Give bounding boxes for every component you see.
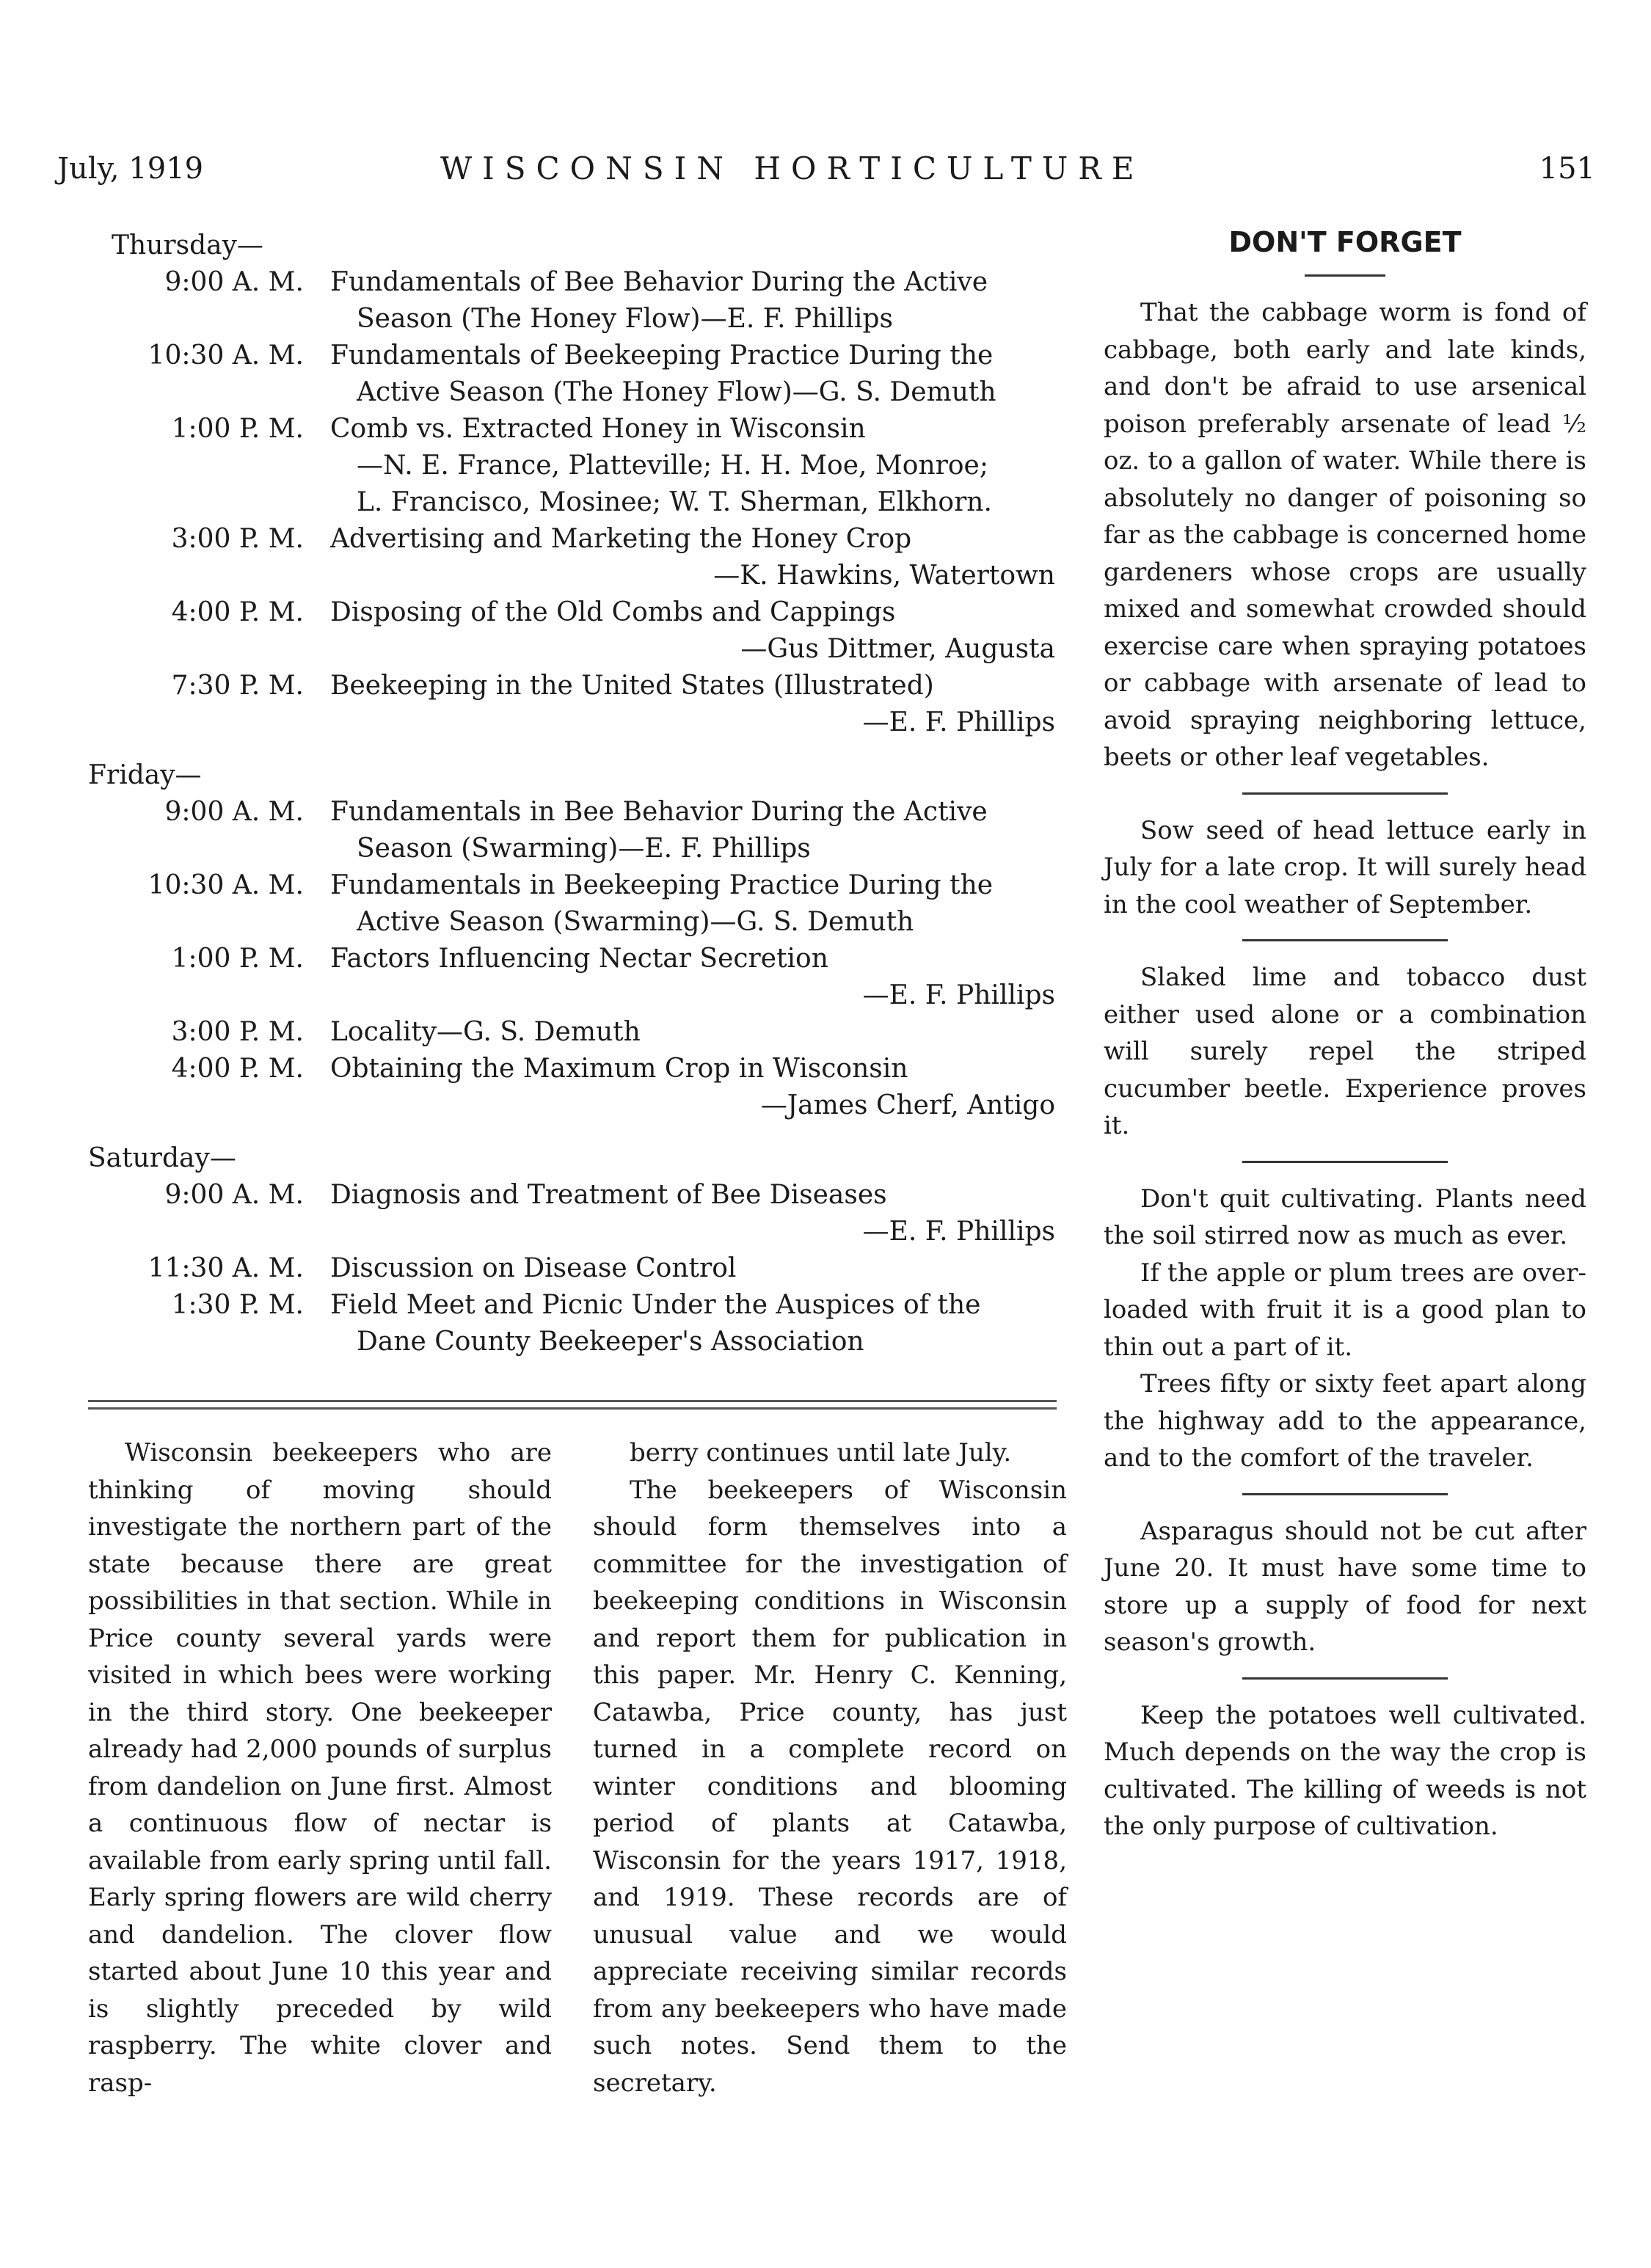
article-paragraph: The beekeepers of Wisconsin should form themselves into a committee for the investigation of beekeeping conditions in Wisconsin and report them for publication in this paper. Mr. Henry C. Kenning, Catawba, Price county, has just turned in a complete record on winter conditions and blooming period of plants at Catawba, Wisconsin for the years 1917, 1918, and 1919. These records are of unusual value and we would appreciate receiving similar records from any beekeepers who have made such notes. Send them to the secretary. (593, 1475, 1067, 2098)
dont-forget-sidebar (1104, 220, 1586, 1845)
session-title: Fundamentals in Bee Behavior During the Active (330, 797, 988, 827)
schedule-entry (73, 1051, 1071, 1124)
sidebar-title: DON'T FORGET (1228, 226, 1462, 258)
session-title: Locality—G. S. Demuth (330, 1017, 641, 1047)
schedule-entry (73, 411, 1071, 521)
sidebar-note: Slaked lime and tobacco dust either used alone or a combination will surely repel the striped cucumber beetle. Experience proves it. (1104, 963, 1586, 1140)
divider-rule (1305, 274, 1385, 277)
session-title: Disposing of the Old Combs and Cappings (330, 597, 896, 627)
schedule-entry (73, 1287, 1071, 1360)
divider-rule (1242, 792, 1448, 795)
sidebar-note: Keep the potatoes well cultivated. Much depends on the way the crop is cultivated. The killing of weeds is not the only purpose of cultivation. (1104, 1700, 1586, 1841)
article-column-right (593, 1434, 1067, 2101)
issue-date: July, 1919 (57, 152, 204, 186)
session-description (330, 941, 1071, 1014)
divider-rule (88, 1407, 1057, 1410)
schedule-entry (73, 521, 1071, 594)
session-time: 4:00 P. M. (171, 1054, 304, 1084)
session-time: 4:00 P. M. (171, 597, 304, 627)
day-heading: Thursday— (112, 230, 263, 260)
session-time: 10:30 A. M. (147, 870, 304, 900)
session-speaker: Active Season (Swarming)—G. S. Demuth (357, 907, 914, 937)
session-title: Field Meet and Picnic Under the Auspices of the (330, 1290, 981, 1320)
session-description (330, 1051, 1071, 1124)
session-speaker: —E. F. Phillips (862, 980, 1055, 1010)
session-description (330, 1250, 1071, 1287)
session-description (330, 264, 1071, 338)
session-title: Diagnosis and Treatment of Bee Diseases (330, 1180, 887, 1210)
session-time: 9:00 A. M. (164, 267, 304, 297)
page-number: 151 (1539, 152, 1595, 186)
session-title: Beekeeping in the United States (Illustrated) (330, 671, 934, 701)
schedule-entry (73, 867, 1071, 941)
session-description (330, 1014, 1071, 1051)
schedule-entry (73, 1250, 1071, 1287)
session-description (330, 521, 1071, 594)
schedule-entry (73, 594, 1071, 668)
session-description (330, 411, 1071, 521)
session-speaker: Season (Swarming)—E. F. Phillips (357, 834, 811, 864)
session-time: 1:00 P. M. (171, 414, 304, 444)
session-speaker: Season (The Honey Flow)—E. F. Phillips (357, 304, 893, 334)
session-description (330, 867, 1071, 941)
session-description (330, 594, 1071, 668)
session-description (330, 338, 1071, 411)
session-speaker: —N. E. France, Platteville; H. H. Moe, Monroe; (357, 451, 988, 481)
sidebar-note: Don't quit cultivating. Plants need the soil stirred now as much as ever. (1104, 1184, 1586, 1250)
divider-rule (88, 1400, 1057, 1402)
session-speaker: —E. F. Phillips (862, 1217, 1055, 1247)
session-time: 3:00 P. M. (171, 524, 304, 554)
sidebar-note: That the cabbage worm is fond of cabbage, both early and late kinds, and don't be afraid to use arsenical poison preferably arsenate of lead ½ oz. to a gallon of water. While there is absolutely no danger of poisoning so far as the cabbage is concerned home gardeners whose crops are usually mixed and somewhat crowded should exercise care when spraying potatoes or cabbage with arsenate of lead to avoid spraying neighboring lettuce, beets or other leaf vegetables. (1104, 298, 1586, 772)
schedule-entry (73, 668, 1071, 741)
session-title: Obtaining the Maximum Crop in Wisconsin (330, 1054, 908, 1084)
session-description (330, 1287, 1071, 1360)
session-speaker: —Gus Dittmer, Augusta (740, 634, 1055, 664)
day-heading: Saturday— (88, 1143, 236, 1173)
divider-rule (1242, 1493, 1448, 1495)
schedule-entry (73, 264, 1071, 338)
sidebar-note: If the apple or plum trees are over-loaded with fruit it is a good plan to thin out a part of it. (1104, 1258, 1586, 1362)
session-time: 1:30 P. M. (171, 1290, 304, 1320)
session-time: 1:00 P. M. (171, 944, 304, 974)
session-time: 3:00 P. M. (171, 1017, 304, 1047)
session-speaker: Dane County Beekeeper's Association (357, 1327, 864, 1357)
journal-title: WISCONSIN HORTICULTURE (440, 150, 1145, 186)
divider-rule (1242, 939, 1448, 941)
sidebar-note: Trees fifty or sixty feet apart along the highway add to the appearance, and to the comfort of the traveler. (1104, 1369, 1586, 1473)
session-title: Factors Influencing Nectar Secretion (330, 944, 828, 974)
sidebar-note: Asparagus should not be cut after June 20. It must have some time to store up a supply of food for next season's growth. (1104, 1516, 1586, 1657)
divider-rule (1242, 1161, 1448, 1163)
divider-rule (1242, 1677, 1448, 1680)
session-description (330, 794, 1071, 867)
session-title: Fundamentals in Beekeeping Practice During the (330, 870, 994, 900)
program-schedule (73, 227, 1071, 1360)
session-title: Advertising and Marketing the Honey Crop (330, 524, 912, 554)
session-time: 9:00 A. M. (164, 1180, 304, 1210)
article-paragraph: Wisconsin beekeepers who are thinking of moving should investigate the northern part of the state because there are great possibilities in that section. While in Price county several yards were visited in which bees were working in the third story. One beekeeper already had 2,000 pounds of surplus from dandelion on June first. Almost a continuous flow of nectar is available from early spring until fall. Early spring flowers are wild cherry and dandelion. The clover flow started about June 10 this year and is slightly preceded by wild raspberry. The white clover and rasp- (88, 1438, 552, 2098)
session-time: 7:30 P. M. (171, 671, 304, 701)
schedule-entry (73, 338, 1071, 411)
session-speaker: —James Cherf, Antigo (760, 1090, 1055, 1120)
session-title: Discussion on Disease Control (330, 1253, 737, 1283)
session-description (330, 668, 1071, 741)
session-speaker: Active Season (The Honey Flow)—G. S. Demuth (357, 377, 996, 407)
session-description (330, 1177, 1071, 1250)
session-speaker: —E. F. Phillips (862, 707, 1055, 737)
day-heading: Friday— (88, 760, 202, 790)
session-title: Fundamentals of Bee Behavior During the Active (330, 267, 988, 297)
session-time: 9:00 A. M. (164, 797, 304, 827)
session-time: 10:30 A. M. (147, 340, 304, 371)
article-column-left (88, 1434, 552, 2101)
schedule-entry (73, 794, 1071, 867)
article-paragraph: berry continues until late July. (630, 1438, 1012, 1467)
schedule-entry (73, 941, 1071, 1014)
sidebar-note: Sow seed of head lettuce early in July for a late crop. It will surely head in the cool weather of September. (1104, 815, 1586, 919)
session-speaker: L. Francisco, Mosinee; W. T. Sherman, Elkhorn. (357, 487, 992, 517)
session-time: 11:30 A. M. (147, 1253, 304, 1283)
session-title: Fundamentals of Beekeeping Practice During the (330, 340, 994, 371)
schedule-entry (73, 1014, 1071, 1051)
schedule-entry (73, 1177, 1071, 1250)
session-title: Comb vs. Extracted Honey in Wisconsin (330, 414, 866, 444)
session-speaker: —K. Hawkins, Watertown (713, 561, 1055, 591)
